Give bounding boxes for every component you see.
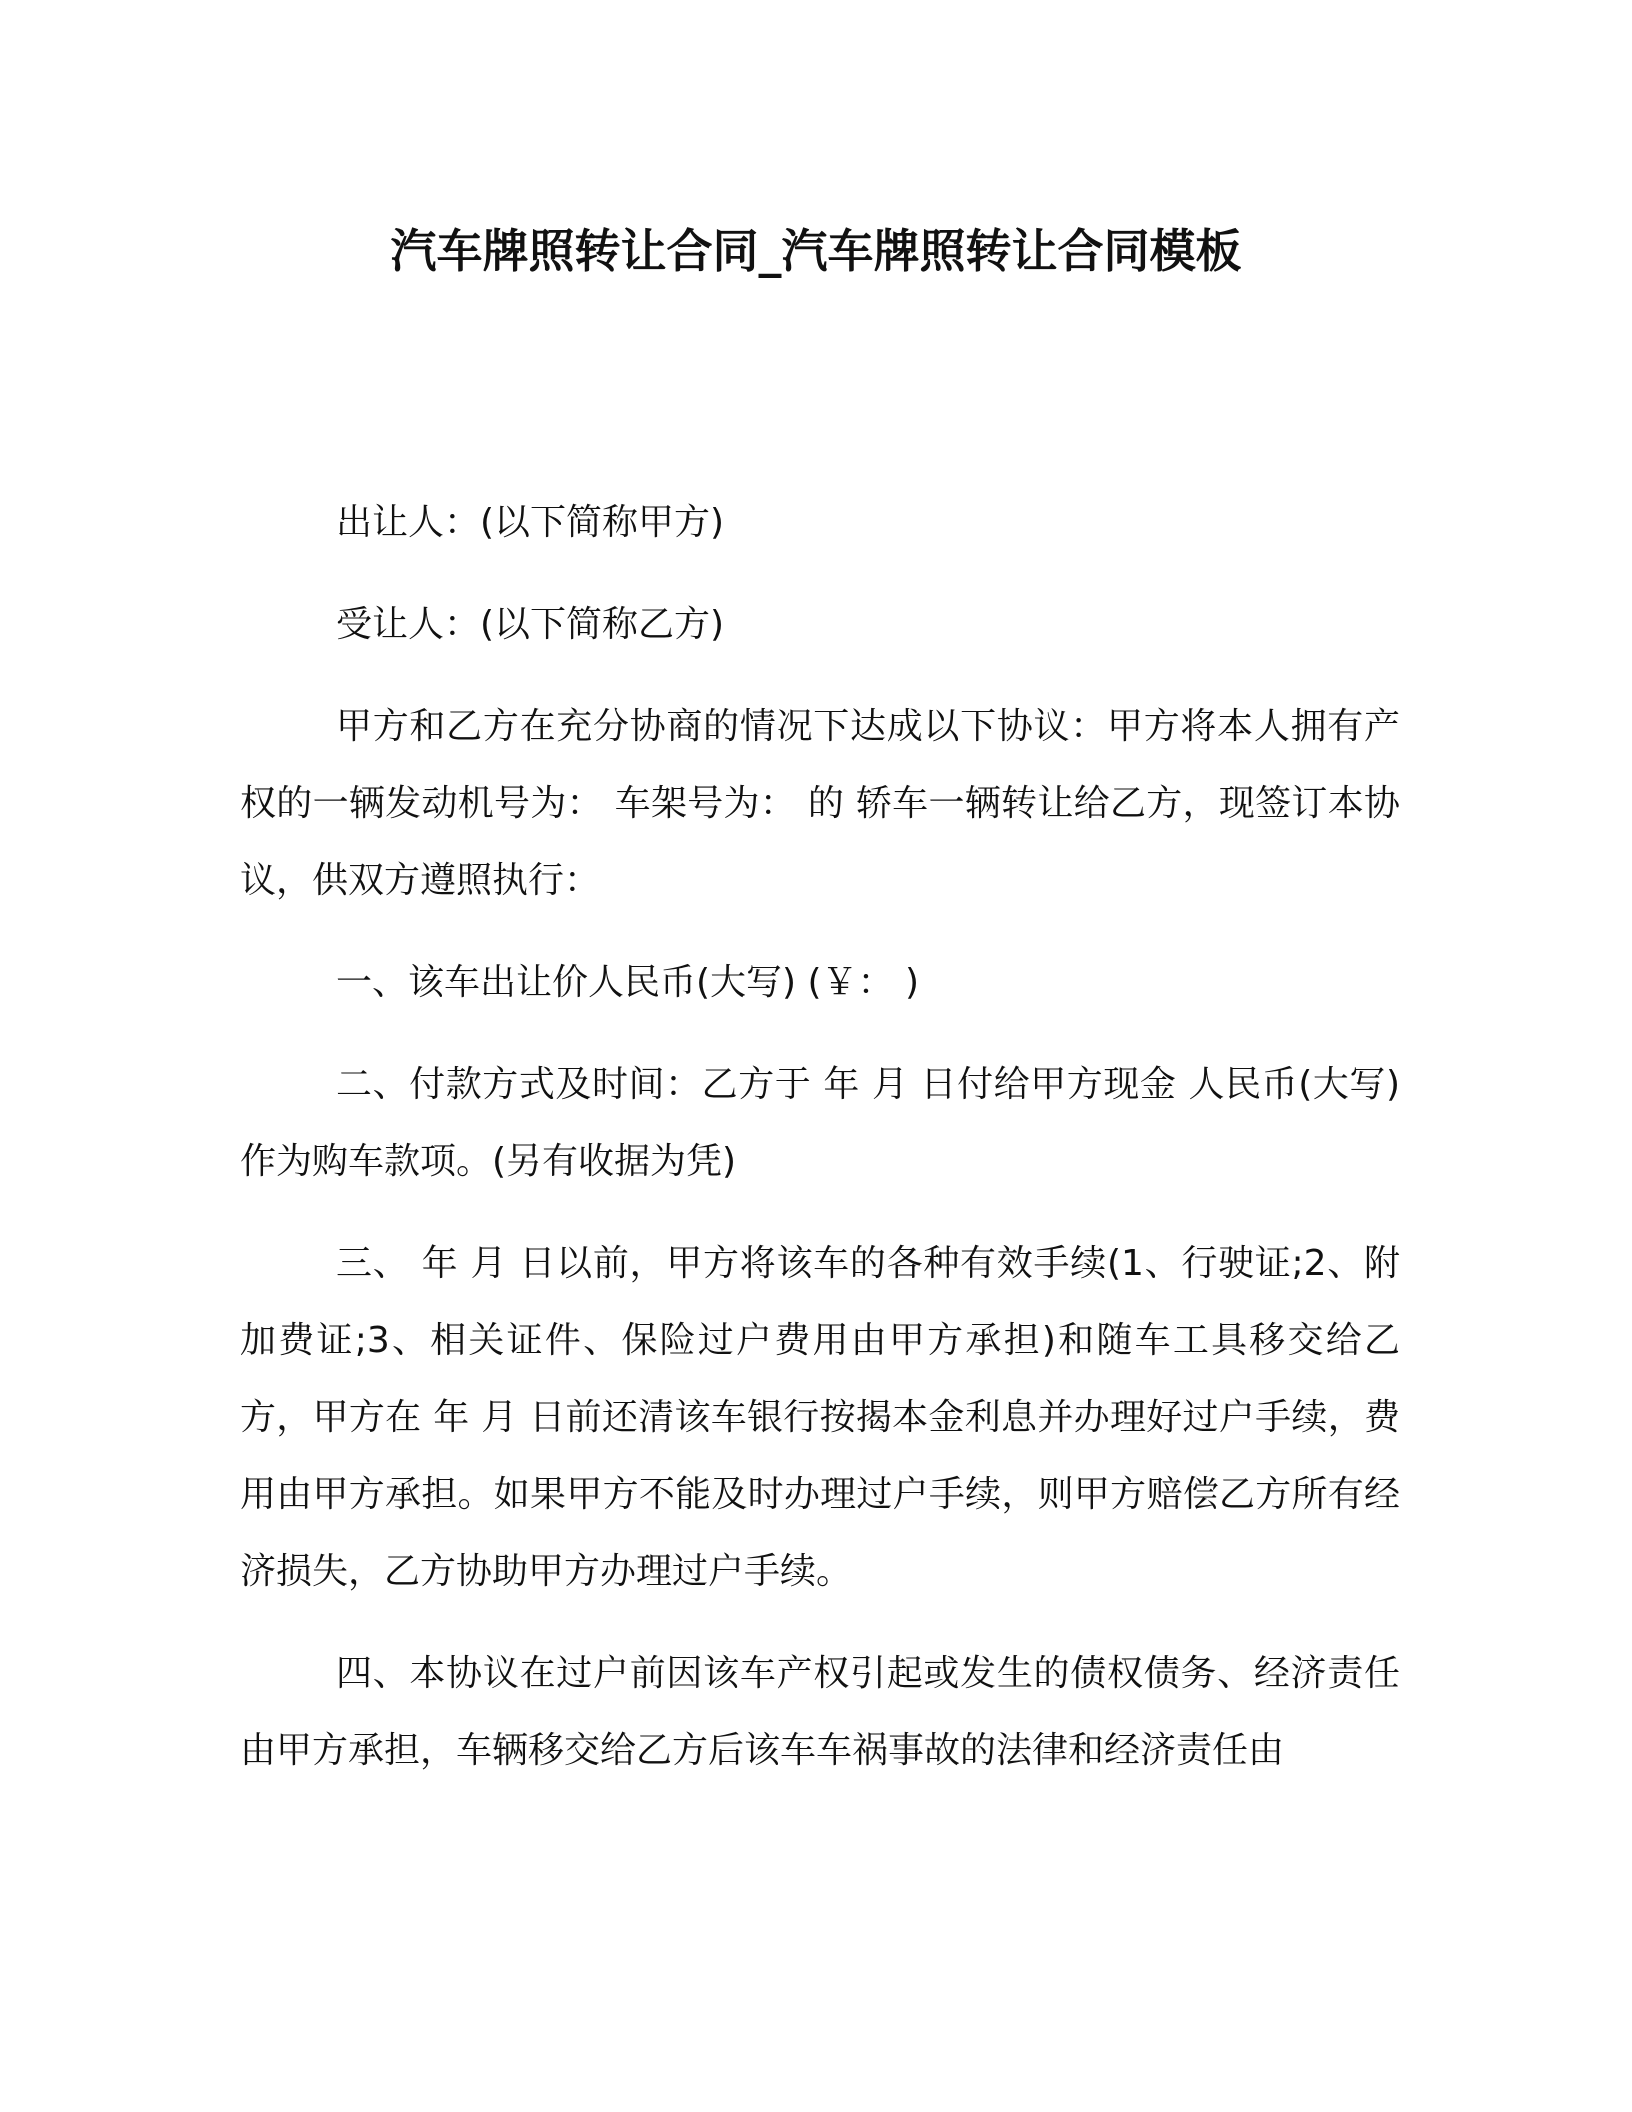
document-title: 汽车牌照转让合同_汽车牌照转让合同模板 bbox=[390, 224, 1242, 278]
paragraph-transferee: 受让人：(以下简称乙方) bbox=[336, 604, 725, 645]
paragraph-clause-4-liability: 四、本协议在过户前因该车产权引起或发生的债权债务、经济责任由甲方承担，车辆移交给乙方后该车车祸事故的法律和经济责任由 bbox=[240, 1653, 1400, 1771]
paragraph-transferor: 出让人：(以下简称甲方) bbox=[336, 502, 725, 543]
paragraph-clause-3-handover: 三、 年 月 日以前，甲方将该车的各种有效手续(1、行驶证;2、附加费证;3、相关证件、保险过户费用由甲方承担)和随车工具移交给乙方，甲方在 年 月 日前还清该车银行按揭本金利息并办理好过户手续，费用由甲方承担。如果甲方不能及时办理过户手续，则甲方赔偿乙方所有经济损失，乙方协助甲方办理过户手续。 bbox=[240, 1243, 1400, 1592]
paragraph-clause-1-price: 一、该车出让价人民币(大写) (￥： ) bbox=[336, 962, 920, 1003]
document-body bbox=[240, 484, 1400, 1814]
paragraph-agreement-intro: 甲方和乙方在充分协商的情况下达成以下协议：甲方将本人拥有产权的一辆发动机号为： 车架号为： 的 轿车一辆转让给乙方，现签订本协议，供双方遵照执行： bbox=[240, 706, 1400, 901]
paragraph-clause-2-payment: 二、付款方式及时间：乙方于 年 月 日付给甲方现金 人民币(大写) 作为购车款项。(另有收据为凭) bbox=[240, 1064, 1400, 1182]
